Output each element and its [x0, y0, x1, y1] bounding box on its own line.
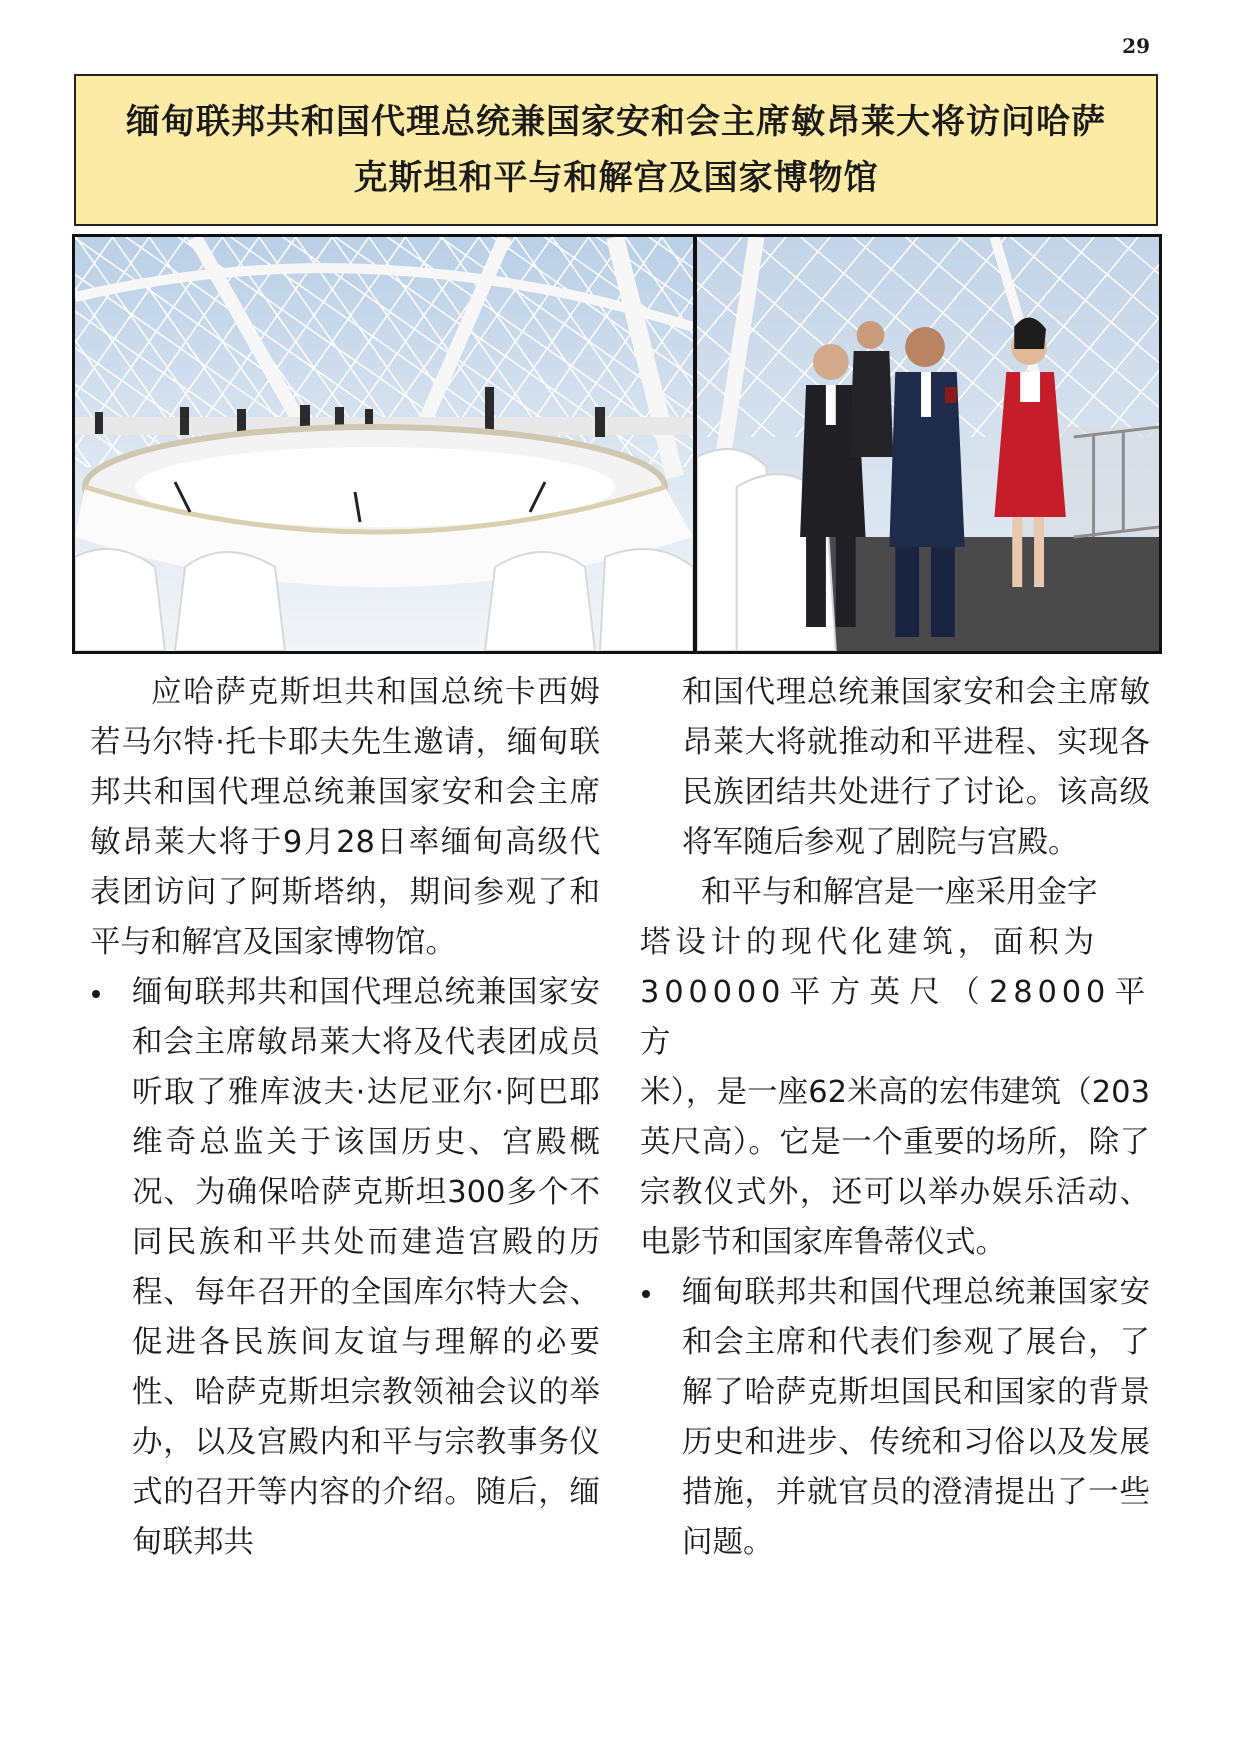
palace-paragraph-rest: 米），是一座62米高的宏伟建筑（203英尺高）。它是一个重要的场所，除了宗教仪式外，还可以举办娱乐活动、电影节和国家库鲁蒂仪式。	[640, 1075, 1150, 1260]
bullet-briefing-text: 缅甸联邦共和国代理总统兼国家安和会主席敏昂莱大将及代表团成员听取了雅库波夫·达尼亚尔·阿巴耶维奇总监关于该国历史、宫殿概况、为确保哈萨克斯坦300多个不同民族和平共处而建造宫殿的历程、每年召开的全国库尔特大会、促进各民族间友谊与理解的必要性、哈萨克斯坦宗教领袖会议的举办，以及宫殿内和平与宗教事务仪式的召开等内容的介绍。随后，缅甸联邦共	[132, 975, 600, 1560]
page-number: 29	[1122, 34, 1150, 58]
article-title-line-2: 克斯坦和平与和解宫及国家博物馆	[353, 158, 879, 198]
conference-hall-photo	[75, 237, 693, 651]
palace-paragraph-line-2: 塔设计的现代化建筑，面积为	[640, 925, 1099, 960]
article-title-box	[74, 74, 1158, 226]
bullet-item-exhibition	[640, 1268, 1150, 1568]
palace-paragraph-line-3: 300000平方英尺（28000平方	[640, 975, 1150, 1060]
article-title-line-1: 缅甸联邦共和国代理总统兼国家安和会主席敏昂莱大将访问哈萨	[126, 102, 1106, 142]
bullet-briefing-continued: 和国代理总统兼国家安和会主席敏昂莱大将就推动和平进程、实现各民族团结共处进行了讨论。该高级将军随后参观了剧院与宫殿。	[682, 675, 1150, 860]
right-text-column	[640, 668, 1150, 1568]
bullet-item-briefing	[90, 968, 600, 1568]
palace-paragraph	[640, 868, 1150, 1268]
bullet-dot-icon	[92, 990, 100, 998]
bullet-exhibition-text: 缅甸联邦共和国代理总统兼国家安和会主席和代表们参观了展台，了解了哈萨克斯坦国民和国家的背景历史和进步、传统和习俗以及发展措施，并就官员的澄清提出了一些问题。	[682, 1275, 1150, 1560]
conference-hall-image	[75, 237, 693, 651]
delegation-visit-photo	[697, 237, 1159, 651]
photo-frame	[72, 234, 1162, 654]
intro-paragraph: 应哈萨克斯坦共和国总统卡西姆若马尔特·托卡耶夫先生邀请，缅甸联邦共和国代理总统兼国家安和会主席敏昂莱大将于9月28日率缅甸高级代表团访问了阿斯塔纳，期间参观了和平与和解宫及国家博物馆。	[90, 675, 600, 960]
palace-paragraph-line-1: 和平与和解宫是一座采用金字	[701, 875, 1098, 910]
bullet-dot-icon	[642, 1290, 650, 1298]
left-text-column	[90, 668, 600, 1568]
delegation-visit-image	[697, 237, 1159, 651]
